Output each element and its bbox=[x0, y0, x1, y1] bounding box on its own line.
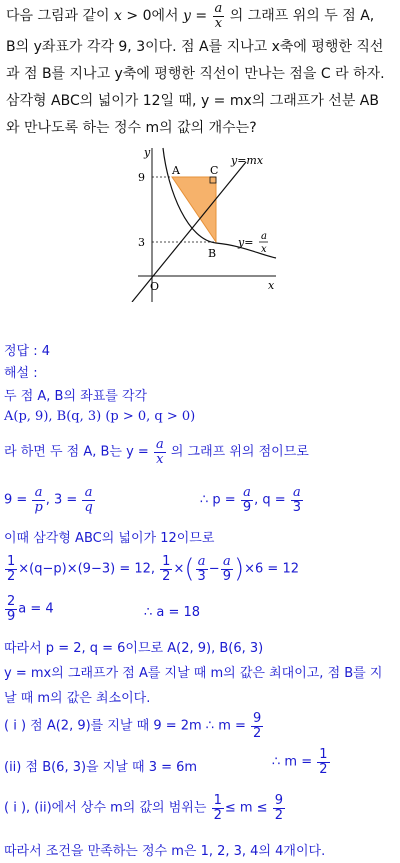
graph-figure bbox=[128, 142, 278, 302]
curve-label-lhs: y= bbox=[238, 236, 254, 249]
question-line-2: B의 y좌표가 각각 9, 3이다. 점 A를 지나고 x축에 평행한 직선 bbox=[6, 39, 384, 56]
sol-line-9: y = mx의 그래프가 점 A를 지날 때 m의 값은 최대이고, 점 B를 지 bbox=[4, 666, 383, 681]
case-i: ( i ) 점 A(2, 9)를 지날 때 9 = 2m ∴ m = bbox=[4, 718, 246, 734]
times: × bbox=[173, 561, 185, 577]
sol-line-11 bbox=[4, 712, 264, 740]
axis-x-label: x bbox=[268, 279, 275, 292]
point-c-label: C bbox=[210, 164, 219, 177]
sol-line-14: 따라서 조건을 만족하는 정수 m은 1, 2, 3, 4의 4개이다. bbox=[4, 844, 326, 859]
frac-den: 9 bbox=[222, 568, 231, 584]
question-line-4: 삼각형 ABC의 넓이가 12일 때, y = mx의 그래프가 선분 AB bbox=[6, 93, 379, 110]
sol-line-2: A(p, 9), B(q, 3) (p > 0, q > 0) bbox=[4, 409, 196, 424]
sol-line-12-result bbox=[272, 748, 331, 776]
frac-den: 3 bbox=[292, 499, 302, 515]
curve-label-num: a bbox=[261, 231, 267, 242]
tick-3-label: 3 bbox=[138, 236, 145, 249]
frac-num: 9 bbox=[253, 711, 262, 726]
question-line-3: 과 점 B를 지나고 y축에 평행한 직선이 만나는 점을 C 라 하자. bbox=[6, 66, 385, 83]
frac-num: 2 bbox=[7, 594, 16, 609]
sol-line-6: $\frac{1}{2}$ ×(q−p)×(9−3) = 12, $\frac{1}{2}$ ×( $\frac{a}{3}$ − $\frac{a}{9}$ )×6 = 12 bbox=[7, 553, 300, 584]
sol-line-3 bbox=[4, 438, 309, 466]
tick-9-label: 9 bbox=[138, 171, 145, 184]
sol-line-12 bbox=[4, 756, 197, 775]
sol-line-1: 두 점 A, B의 좌표를 각각 bbox=[4, 389, 148, 404]
eq-a: a = 4 bbox=[18, 601, 54, 617]
frac-den: 2 bbox=[319, 761, 328, 777]
frac-num: a bbox=[221, 555, 233, 570]
frac-den: x bbox=[156, 451, 164, 467]
curve-label-den: x bbox=[261, 244, 267, 255]
sol-line-4-result bbox=[200, 486, 304, 514]
origin-label: O bbox=[150, 280, 160, 293]
sol-line-13 bbox=[4, 794, 286, 822]
eq-3: , 3 = bbox=[45, 492, 78, 508]
sol-line-8: 따라서 p = 2, q = 6이므로 A(2, 9), B(6, 3) bbox=[4, 641, 264, 656]
point-b-label: B bbox=[208, 247, 217, 260]
frac-num: 1 bbox=[213, 793, 222, 808]
frac-den: 2 bbox=[213, 807, 222, 823]
point-a-label: A bbox=[172, 164, 180, 177]
frac-num: a bbox=[196, 555, 208, 570]
case-ii-result: ∴ m = bbox=[272, 754, 313, 770]
frac-num: 1 bbox=[319, 747, 328, 762]
triangle-abc bbox=[172, 177, 216, 242]
question-line-1: 다음 그림과 같이 x > 0에서 y = $\frac{a}{x}$ 의 그래프 위의 두 점 A, bbox=[6, 1, 375, 31]
axis-y-label: y bbox=[144, 146, 151, 159]
eq-9: 9 = bbox=[4, 492, 28, 508]
sol-line-4 bbox=[4, 486, 96, 514]
frac-den: 9 bbox=[242, 499, 252, 515]
frac-den: 9 bbox=[7, 608, 16, 624]
line-label: y=mx bbox=[231, 154, 264, 167]
sol-line-3a: 라 하면 두 점 A, B는 y = bbox=[4, 444, 149, 460]
area-eq-2: ×6 = 12 bbox=[244, 561, 300, 577]
frac-num: a bbox=[241, 486, 253, 501]
solution-title: 해설 : bbox=[4, 366, 38, 381]
frac-den: q bbox=[84, 499, 93, 515]
frac-num: a bbox=[155, 437, 164, 452]
range-ineq: ≤ m ≤ bbox=[224, 800, 268, 816]
sol-line-10: 날 때 m의 값은 최소이다. bbox=[4, 691, 151, 706]
frac-num: 9 bbox=[274, 793, 283, 808]
frac-den: 2 bbox=[274, 807, 283, 823]
range-text: ( i ), (ii)에서 상수 m의 값의 범위는 bbox=[4, 800, 207, 816]
frac-num: a bbox=[32, 486, 44, 501]
question-line-5: 와 만나도록 하는 정수 m의 값의 개수는? bbox=[6, 120, 257, 137]
frac-den: 2 bbox=[253, 725, 262, 741]
frac-den: 2 bbox=[7, 568, 16, 584]
frac-den: p bbox=[34, 499, 43, 515]
frac-num: a bbox=[291, 486, 303, 501]
frac-num: 1 bbox=[162, 553, 171, 569]
therefore-q: , q = bbox=[254, 492, 286, 508]
therefore-p: ∴ p = bbox=[200, 492, 236, 508]
frac-num: a bbox=[82, 486, 94, 501]
frac-num: 1 bbox=[7, 553, 16, 569]
sol-line-7-result: ∴ a = 18 bbox=[144, 605, 201, 620]
answer-line: 정답 : 4 bbox=[4, 344, 51, 359]
question-text bbox=[6, 2, 396, 142]
sol-line-5: 이때 삼각형 ABC의 넓이가 12이므로 bbox=[4, 531, 215, 546]
frac-den: 3 bbox=[197, 568, 206, 584]
minus: − bbox=[208, 561, 220, 577]
area-eq: ×(q−p)×(9−3) = 12, bbox=[18, 561, 156, 577]
frac-den: 2 bbox=[162, 568, 171, 584]
case-ii: (ii) 점 B(6, 3)을 지날 때 3 = 6m bbox=[4, 760, 198, 775]
sol-line-7 bbox=[4, 595, 54, 623]
sol-line-3b: 의 그래프 위의 점이므로 bbox=[170, 444, 309, 460]
